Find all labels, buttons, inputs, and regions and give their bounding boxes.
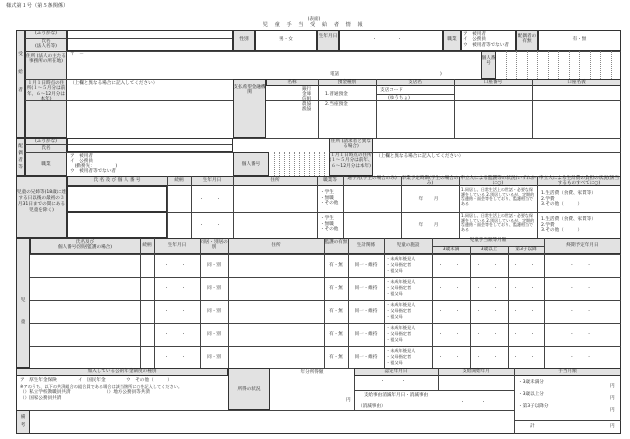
oc-expense-header: 申立人による生計費の負担の状況(該当するものすべてに○) bbox=[539, 176, 619, 187]
spouse-name-label: 氏名 bbox=[41, 146, 51, 151]
amount-header: 手当月額 bbox=[558, 369, 577, 374]
ch-over3-header: 3歳以上 bbox=[480, 247, 498, 252]
ch-third-header: 第3子以降 bbox=[515, 247, 537, 252]
spouse-occupation-label: 職業 bbox=[41, 162, 51, 167]
spouse-differ-note: （上欄と異なる場合に記入してください） bbox=[376, 154, 464, 159]
ch-birth-header: 生年月日 bbox=[167, 243, 187, 248]
amount-total-label: 計 bbox=[530, 424, 535, 429]
income-label: 所得の状況 bbox=[237, 387, 261, 392]
ch-name-header: 氏名及び 個人番号(別居監護の場合) bbox=[57, 240, 113, 251]
amount-third: ・第3子以降分 bbox=[518, 404, 549, 409]
ch-livelihood-header: 生計関係 bbox=[356, 243, 376, 248]
recipient-name-label: 氏名 (法人名等) bbox=[35, 39, 57, 50]
children-section-label: 児 童 bbox=[20, 298, 26, 325]
bank-designation-label: 支払希望金融機関 bbox=[233, 85, 266, 96]
pension-other: ウ その他（ ） bbox=[126, 378, 172, 383]
phone-label: 電話 bbox=[330, 72, 340, 77]
recipient-name-field[interactable] bbox=[67, 30, 233, 51]
spouse-jan-address-label: １月１日時点の住所(１～５月分は前年、６～12月分は本年) bbox=[329, 153, 373, 169]
cert-date-header: 認定年月日 bbox=[384, 369, 408, 374]
spouse-label: 配偶者の有無 bbox=[517, 34, 537, 45]
oc-grad-header: 卒業予定時期(学生の場合のみ) bbox=[401, 176, 459, 187]
form-number: 様式第１号（第５条関係） bbox=[6, 3, 69, 9]
oc-row-1-expense: 1.生活費（食費、家賃等） 2.学費 3.その他（ ） bbox=[541, 191, 596, 207]
amount-under3: ・3歳未満分 bbox=[518, 380, 544, 385]
spouse-address-label: 住所 (請求者と異なる場合) bbox=[330, 139, 371, 150]
oc-row-2-situation: 1.同居し、日常生活上の世話・必要な保護をしている 2.別居しているが、定期的な連絡・面会等をしており、監護相当である bbox=[461, 213, 535, 232]
postal-mark: 〒 － bbox=[70, 52, 84, 57]
spouse-yes-no: 有・無 bbox=[572, 37, 587, 42]
page-title: 児 童 手 当 受 給 者 情 報 bbox=[262, 22, 366, 28]
pension-kyosai-3: （）国家公務員共済 bbox=[20, 396, 62, 401]
ch-amount-header: 児童手当額等月額 bbox=[469, 238, 507, 243]
oc-occupation-header: 職業等 bbox=[323, 178, 337, 183]
recipient-furigana-label: (ふりがな) bbox=[35, 31, 57, 36]
occupation-options: ア 被用者 イ 公務員 ウ 被用者等でない者 bbox=[463, 32, 509, 48]
occupation-label: 職業 bbox=[447, 37, 457, 42]
other-children-label: 児童の兄姉等(18歳に達する日以後の最初の３月31日までの間にある児童を除く) bbox=[17, 190, 66, 213]
remarks-field[interactable] bbox=[30, 410, 514, 434]
oc-relation-header: 続柄 bbox=[174, 178, 184, 183]
oc-school-header: 通学先(学生の場合のみ) bbox=[347, 176, 397, 181]
start-month-header: 支給開始年月 bbox=[462, 369, 490, 374]
current-deposit: 2.当座預金 bbox=[325, 102, 348, 107]
spouse-name-field[interactable] bbox=[67, 138, 233, 152]
deposit-type-header: 預金種別 bbox=[337, 80, 357, 85]
oc-row-2-name[interactable] bbox=[67, 212, 167, 238]
change-reason: （消滅事由） bbox=[358, 404, 386, 409]
spouse-occupation-options: ア 被用者 イ 公務員 (勤務先： ) ウ 被用者等でない者 bbox=[70, 154, 118, 174]
front-side-label: (表面) bbox=[307, 17, 321, 22]
income-annual-label: 年分所得額 bbox=[300, 370, 324, 375]
change-date-dots: ・ ・ bbox=[460, 400, 492, 405]
pension-kyosai-1: （）私立学校教職員共済 bbox=[20, 390, 71, 395]
income-yen: 円 bbox=[346, 398, 351, 403]
ch-under3-header: 3歳未満 bbox=[442, 247, 460, 252]
bank-name-header: 名称 bbox=[287, 80, 297, 85]
spouse-section-label: 配 偶 者 等 bbox=[18, 144, 23, 170]
bank-type-options: 銀行 金庫 信組 農協 漁協 bbox=[302, 87, 312, 112]
yucho-label: (ゆうちょ) bbox=[388, 96, 410, 101]
ch-custody-header: 監護の有無 bbox=[324, 240, 348, 245]
gender-label: 性別 bbox=[239, 37, 249, 42]
cert-date-dots: ・ ・ bbox=[380, 379, 412, 384]
spouse-furigana-label: (ふりがな) bbox=[35, 139, 57, 144]
ordinary-deposit: 1.普通預金 bbox=[325, 92, 348, 97]
recipient-address-label: 住所 (法人の主たる事務所の所在地) bbox=[25, 54, 66, 65]
amount-over3: ・3歳以上分 bbox=[518, 392, 544, 397]
ch-address-header: 住所 bbox=[271, 243, 281, 248]
spouse-id-label: 個人番号 bbox=[241, 162, 261, 167]
id-number-field[interactable] bbox=[496, 51, 621, 79]
birth-label: 生年月日 bbox=[318, 34, 338, 39]
ch-cohabit-header: 同居・別居の別 bbox=[200, 240, 228, 251]
oc-row-2-expense: 1.生活費（食費、家賃等） 2.学費 3.その他（ ） bbox=[541, 217, 596, 233]
pension-kokumin: イ 国民年金 bbox=[78, 378, 106, 383]
account-holder-header: 口座名義 bbox=[567, 80, 586, 85]
pension-kousei: ア 厚生年金保険 bbox=[20, 378, 57, 383]
account-number-header: 口座番号 bbox=[483, 80, 503, 85]
oc-row-2-student: ・学生 ・無職 ・その他 bbox=[320, 216, 339, 232]
branch-header: 支店名 bbox=[408, 80, 422, 85]
ch-relation-header: 続柄 bbox=[142, 243, 152, 248]
recipient-section-label: 受 給 者 bbox=[18, 52, 23, 93]
change-label: 支給事由消滅年月日・消滅事由 bbox=[363, 393, 429, 398]
recipient-jan-address-label: １月１日時点の住所(１～５月分は前年、６～12月分は本年) bbox=[26, 81, 66, 103]
pension-kyosai-2: （）地方公務員等共済 bbox=[104, 390, 150, 395]
birth-date-dots: ・ ・ bbox=[372, 37, 410, 42]
oc-address-header: 住所 bbox=[270, 178, 280, 183]
recipient-differ-note: （上欄と異なる場合に記入してください） bbox=[70, 81, 158, 86]
pension-note: ※アのうち、以下の共済組合の組合員である場合は該当箇所に○を記入してください。 bbox=[20, 384, 183, 389]
oc-situation-header: 申立人による監護等の状況(いずれかに○) bbox=[460, 176, 536, 187]
oc-row-1-student: ・学生 ・無職 ・その他 bbox=[320, 190, 339, 206]
gender-options: 男・女 bbox=[279, 37, 293, 42]
pension-header: 加入している公的年金制度の種別 bbox=[87, 369, 157, 374]
ch-period-header: 終期予定年月日 bbox=[566, 243, 599, 248]
remarks-label: 備 考 bbox=[20, 415, 26, 428]
ch-facility-header: 児童の施設 bbox=[396, 243, 420, 248]
spouse-id-field[interactable] bbox=[269, 152, 329, 176]
oc-row-1-name[interactable] bbox=[67, 186, 167, 212]
oc-name-header: 氏 名 及 び 個 人 番 号 bbox=[93, 178, 141, 183]
id-number-label: 個人番号 bbox=[481, 56, 496, 67]
branch-code-label: 支店コード bbox=[380, 88, 403, 93]
oc-birth-header: 生年月日 bbox=[202, 178, 222, 183]
oc-row-1-situation: 1.同居し、日常生活上の世話・必要な保護をしている 2.別居しているが、定期的な連絡・面会等をしており、監護相当である bbox=[461, 187, 535, 206]
